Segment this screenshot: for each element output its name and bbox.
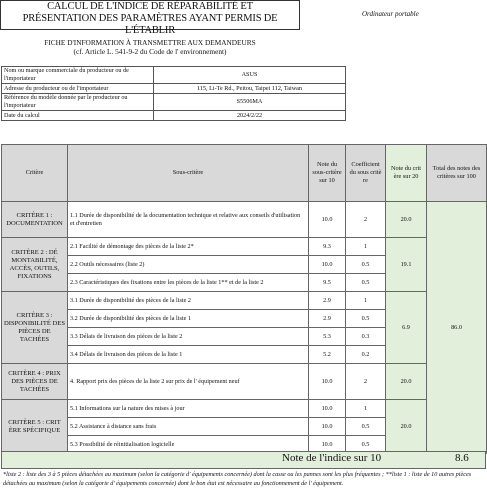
subcriterion-label: 4. Rapport prix des pièces de la liste 2 sur prix de l' équipement neuf xyxy=(68,364,309,400)
subcriterion-label: 2.3 Caractéristiques des fixations entre les pièces de la liste 1** et de la liste 2 xyxy=(68,274,309,292)
title-line-1: CALCUL DE L'INDICE DE RÉPARABILITÉ ET xyxy=(47,1,253,12)
final-score-value: 8.6 xyxy=(455,452,469,464)
footnote: *liste 2 : liste des 3 à 5 pièces détachées au maximum (selon la catégorie d' équipements concernée) dont la casse ou les pannes sont les plus fréquentes ; **liste 1 : liste de 10 autres pièces détachées au maximum (selon la catégorie d' équipements concernée) dont le bon état est nécessaire au fonctionnement de l' équipement. xyxy=(3,471,472,487)
info-row xyxy=(2,94,346,111)
info-row xyxy=(2,84,346,94)
subcriterion-coef: 1 xyxy=(346,238,386,256)
subcriterion-coef: 0.3 xyxy=(346,328,386,346)
info-row xyxy=(2,111,346,121)
info-label: Référence du modèle donnée par le producteur ou l'importateur xyxy=(2,94,154,111)
criterion-name: CRITÈRE 4 : PRIX DES PIÈCES DE TACHÉES xyxy=(2,364,68,400)
title-box xyxy=(0,0,300,36)
subcriterion-coef: 0.5 xyxy=(346,418,386,436)
subcriterion-note: 10.0 xyxy=(309,256,346,274)
table-row xyxy=(2,202,487,238)
subcriterion-coef: 2 xyxy=(346,202,386,238)
subcriterion-coef: 0.5 xyxy=(346,256,386,274)
subcriterion-note: 5.2 xyxy=(309,346,346,364)
subcriterion-note: 10.0 xyxy=(309,418,346,436)
info-label: Adresse du producteur ou de l'importateur xyxy=(2,84,154,94)
table-row xyxy=(2,364,487,400)
col-total: Total des notes des critères sur 100 xyxy=(427,145,487,202)
repairability-table xyxy=(1,144,487,454)
subcriterion-label: 5.2 Assistance à distance sans frais xyxy=(68,418,309,436)
subcriterion-label: 5.1 Informations sur la nature des mises à jour xyxy=(68,400,309,418)
criterion-note: 20.0 xyxy=(386,202,427,238)
subcriterion-note: 10.0 xyxy=(309,364,346,400)
criterion-note: 6.9 xyxy=(386,292,427,364)
subcriterion-coef: 1 xyxy=(346,292,386,310)
subcriterion-note: 5.3 xyxy=(309,328,346,346)
info-label: Nom ou marque commerciale du producteur ou de l'importateur xyxy=(2,67,154,84)
subcriterion-note: 10.0 xyxy=(309,202,346,238)
subcriterion-label: 3.4 Délais de livraison des pièces de la liste 1 xyxy=(68,346,309,364)
col-sous-critere: Sous-critère xyxy=(68,145,309,202)
subcriterion-note: 9.3 xyxy=(309,238,346,256)
criterion-note: 19.1 xyxy=(386,238,427,292)
total-100: 86.0 xyxy=(427,202,487,454)
subcriterion-note: 10.0 xyxy=(309,400,346,418)
criterion-name: CRITÈRE 1 : DOCUMENTATION xyxy=(2,202,68,238)
table-row xyxy=(2,400,487,418)
subcriterion-coef: 0.5 xyxy=(346,310,386,328)
col-note-sous: Note du sous-critère sur 10 xyxy=(309,145,346,202)
fiche-heading xyxy=(0,38,300,56)
fiche-line-2: (cf. Article L. 541-9-2 du Code de l' environnement) xyxy=(73,47,227,56)
info-value: S5506MA xyxy=(154,94,346,111)
subcriterion-label: 5.3 Possibilité de réinitialisation logicielle xyxy=(68,436,309,454)
criterion-note: 20.0 xyxy=(386,364,427,400)
subcriterion-note: 10.0 xyxy=(309,436,346,454)
criterion-name: CRITÈRE 5 : CRIT ÈRE SPÉCIFIQUE xyxy=(2,400,68,454)
col-critere: Critère xyxy=(2,145,68,202)
product-info-table xyxy=(1,66,346,121)
product-type: Ordinateur portable xyxy=(362,10,419,18)
table-row xyxy=(2,292,487,310)
table-row xyxy=(2,238,487,256)
col-note-crit: Note du crit ère sur 20 xyxy=(386,145,427,202)
table-header-row xyxy=(2,145,487,202)
subcriterion-coef: 0.2 xyxy=(346,346,386,364)
subcriterion-label: 3.3 Délais de livraison des pièces de la liste 2 xyxy=(68,328,309,346)
subcriterion-coef: 0.5 xyxy=(346,436,386,454)
subcriterion-coef: 0.5 xyxy=(346,274,386,292)
final-score-bar xyxy=(1,451,486,469)
subcriterion-label: 3.2 Durée de disponibilité des pièces de la liste 1 xyxy=(68,310,309,328)
subcriterion-label: 3.1 Durée de disponibilité des pièces de la liste 2 xyxy=(68,292,309,310)
title-line-2: PRÉSENTATION DES PARAMÈTRES AYANT PERMIS DE L'ÉTABLIR xyxy=(22,13,278,36)
subcriterion-label: 2.2 Outils nécessaires (liste 2) xyxy=(68,256,309,274)
info-value: 2024/2/22 xyxy=(154,111,346,121)
criterion-name: CRITÈRE 2 : DÉ MONTABILITÉ, ACCÈS, OUTILS, FIXATIONS xyxy=(2,238,68,292)
info-value: ASUS xyxy=(154,67,346,84)
subcriterion-note: 2.9 xyxy=(309,310,346,328)
criterion-note: 20.0 xyxy=(386,400,427,454)
subcriterion-coef: 1 xyxy=(346,400,386,418)
subcriterion-coef: 2 xyxy=(346,364,386,400)
subcriterion-note: 9.5 xyxy=(309,274,346,292)
col-coef: Coefficient du sous critè re xyxy=(346,145,386,202)
final-score-label: Note de l'indice sur 10 xyxy=(282,452,382,464)
subcriterion-note: 2.9 xyxy=(309,292,346,310)
subcriterion-label: 1.1 Durée de disponibilité de la documentation technique et relative aux conseils d'utilisation et d'entretien xyxy=(68,202,309,238)
info-label: Date du calcul xyxy=(2,111,154,121)
info-row xyxy=(2,67,346,84)
info-value: 115, Li-Te Rd., Peitou, Taipei 112, Taiwan xyxy=(154,84,346,94)
criterion-name: CRITÈRE 3 : DISPONIBILITÉ DES PIÈCES DE TACHÉES xyxy=(2,292,68,364)
subcriterion-label: 2.1 Facilité de démontage des pièces de la liste 2* xyxy=(68,238,309,256)
fiche-line-1: FICHE D'INFORMATION À TRANSMETTRE AUX DEMANDEURS xyxy=(44,38,256,47)
